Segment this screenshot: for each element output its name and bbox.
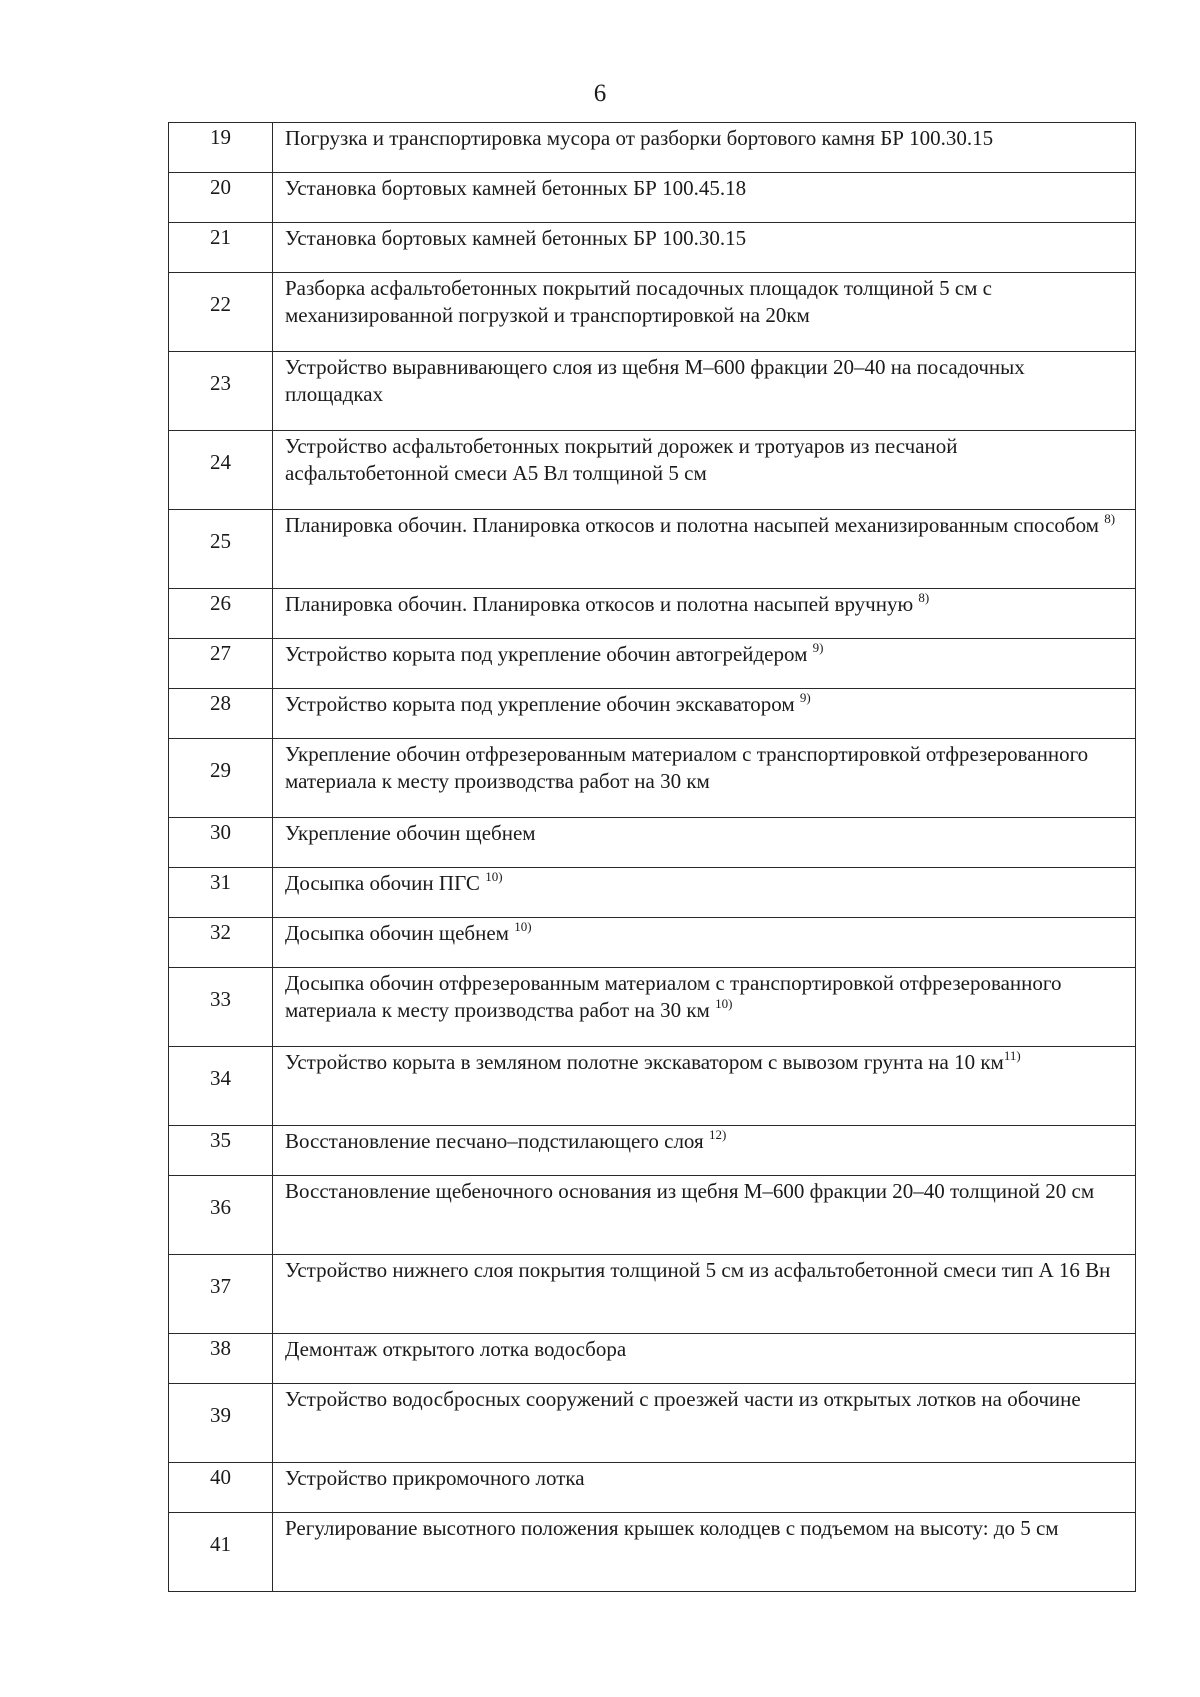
table-row [169,1384,1136,1463]
table-row [169,273,1136,352]
row-description: Устройство асфальтобетонных покрытий дорожек и тротуаров из песчаной асфальтобетонной смеси А5 Вл толщиной 5 см [285,434,958,485]
row-description: Досыпка обочин отфрезерованным материалом с транспортировкой отфрезерованного материала к месту производства работ на 30 км [285,971,1062,1022]
table-row [169,1513,1136,1592]
row-description: Восстановление щебеночного основания из щебня М–600 фракции 20–40 толщиной 20 см [285,1179,1095,1203]
row-number-cell [169,1463,273,1513]
row-description-cell [273,739,1136,818]
row-description: Устройство корыта в земляном полотне экскаватором с вывозом грунта на 10 км [285,1050,1004,1074]
row-description-cell [273,173,1136,223]
table-row [169,689,1136,739]
row-description-cell [273,1176,1136,1255]
row-number: 40 [210,1465,231,1489]
row-number-cell [169,1176,273,1255]
row-number: 22 [210,292,231,316]
row-number-cell [169,1384,273,1463]
row-number-cell [169,123,273,173]
row-description-cell [273,1047,1136,1126]
row-number: 36 [210,1195,231,1219]
table-row [169,1463,1136,1513]
table-row [169,739,1136,818]
table-row [169,968,1136,1047]
row-number-cell [169,510,273,589]
row-description-cell [273,1463,1136,1513]
table-row [169,352,1136,431]
row-description: Планировка обочин. Планировка откосов и полотна насыпей вручную [285,592,914,616]
row-number-cell [169,1126,273,1176]
row-number-cell [169,273,273,352]
row-description-cell [273,510,1136,589]
table-row [169,1176,1136,1255]
works-table-body [169,123,1136,1592]
row-number-cell [169,1255,273,1334]
row-description-cell [273,123,1136,173]
row-description: Регулирование высотного положения крышек колодцев с подъемом на высоту: до 5 см [285,1516,1059,1540]
row-number: 30 [210,820,231,844]
footnote-ref: 9) [812,640,824,655]
row-description: Демонтаж открытого лотка водосбора [285,1337,627,1361]
row-description-cell [273,1384,1136,1463]
row-description-cell [273,352,1136,431]
works-table [168,122,1136,1592]
row-number: 20 [210,175,231,199]
row-number: 35 [210,1128,231,1152]
footnote-ref: 11) [1003,1048,1021,1063]
row-description-cell [273,639,1136,689]
row-description: Устройство корыта под укрепление обочин экскаватором [285,692,795,716]
row-number: 33 [210,987,231,1011]
page-number: 6 [593,80,607,107]
row-description: Устройство прикромочного лотка [285,1466,585,1490]
footnote-ref: 12) [708,1127,727,1142]
row-number: 23 [210,371,231,395]
row-number: 34 [210,1066,231,1090]
row-description-cell [273,918,1136,968]
row-description-cell [273,689,1136,739]
row-number: 29 [210,758,231,782]
table-row [169,868,1136,918]
row-number-cell [169,918,273,968]
footnote-ref: 9) [799,690,811,705]
row-number: 38 [210,1336,231,1360]
table-row [169,1126,1136,1176]
row-description: Планировка обочин. Планировка откосов и полотна насыпей механизированным способом [285,513,1099,537]
table-row [169,639,1136,689]
table-row [169,1047,1136,1126]
row-number: 37 [210,1274,231,1298]
row-description-cell [273,223,1136,273]
table-row [169,589,1136,639]
row-description: Разборка асфальтобетонных покрытий посадочных площадок толщиной 5 см с механизированной погрузкой и транспортировкой на 20км [285,276,992,327]
table-row [169,123,1136,173]
row-description-cell [273,1255,1136,1334]
row-description: Укрепление обочин щебнем [285,821,536,845]
row-number-cell [169,431,273,510]
table-row [169,1334,1136,1384]
table-row [169,818,1136,868]
row-description: Восстановление песчано–подстилающего слоя [285,1129,704,1153]
row-description-cell [273,1334,1136,1384]
row-description: Устройство водосбросных сооружений с проезжей части из открытых лотков на обочине [285,1387,1081,1411]
row-description: Установка бортовых камней бетонных БР 100.45.18 [285,176,747,200]
row-number: 26 [210,591,231,615]
row-number-cell [169,689,273,739]
table-row [169,918,1136,968]
table-row [169,223,1136,273]
row-number-cell [169,868,273,918]
row-number-cell [169,818,273,868]
row-number: 28 [210,691,231,715]
footnote-ref: 8) [918,590,930,605]
table-row [169,173,1136,223]
footnote-ref: 10) [514,919,532,934]
row-number-cell [169,223,273,273]
row-description-cell [273,1126,1136,1176]
table-row [169,1255,1136,1334]
row-number: 39 [210,1403,231,1427]
row-number: 41 [210,1532,231,1556]
row-description-cell [273,431,1136,510]
table-row [169,510,1136,589]
row-description-cell [273,273,1136,352]
row-description-cell [273,1513,1136,1592]
row-description-cell [273,968,1136,1047]
row-description: Укрепление обочин отфрезерованным материалом с транспортировкой отфрезерованного материала к месту производства работ на 30 км [285,742,1089,793]
footnote-ref: 8) [1104,511,1116,526]
row-number-cell [169,739,273,818]
footnote-ref: 10) [715,996,733,1011]
row-description: Погрузка и транспортировка мусора от разборки бортового камня БР 100.30.15 [285,126,994,150]
row-number: 32 [210,920,231,944]
row-description: Досыпка обочин щебнем [285,921,509,945]
row-number: 27 [210,641,231,665]
row-description: Установка бортовых камней бетонных БР 100.30.15 [285,226,747,250]
row-description: Устройство нижнего слоя покрытия толщиной 5 см из асфальтобетонной смеси тип А 16 Вн [285,1258,1111,1282]
row-number-cell [169,1047,273,1126]
table-row [169,431,1136,510]
row-description: Устройство выравнивающего слоя из щебня М–600 фракции 20–40 на посадочных площадках [285,355,1025,406]
row-description: Устройство корыта под укрепление обочин автогрейдером [285,642,808,666]
row-number: 19 [210,125,231,149]
row-description: Досыпка обочин ПГС [285,871,480,895]
row-description-cell [273,868,1136,918]
row-description-cell [273,818,1136,868]
row-number-cell [169,589,273,639]
row-number-cell [169,1334,273,1384]
row-number-cell [169,968,273,1047]
row-number: 25 [210,529,231,553]
row-number: 31 [210,870,231,894]
row-number-cell [169,1513,273,1592]
row-number-cell [169,639,273,689]
row-number-cell [169,173,273,223]
row-number-cell [169,352,273,431]
footnote-ref: 10) [485,869,503,884]
row-description-cell [273,589,1136,639]
row-number: 21 [210,225,231,249]
row-number: 24 [210,450,231,474]
